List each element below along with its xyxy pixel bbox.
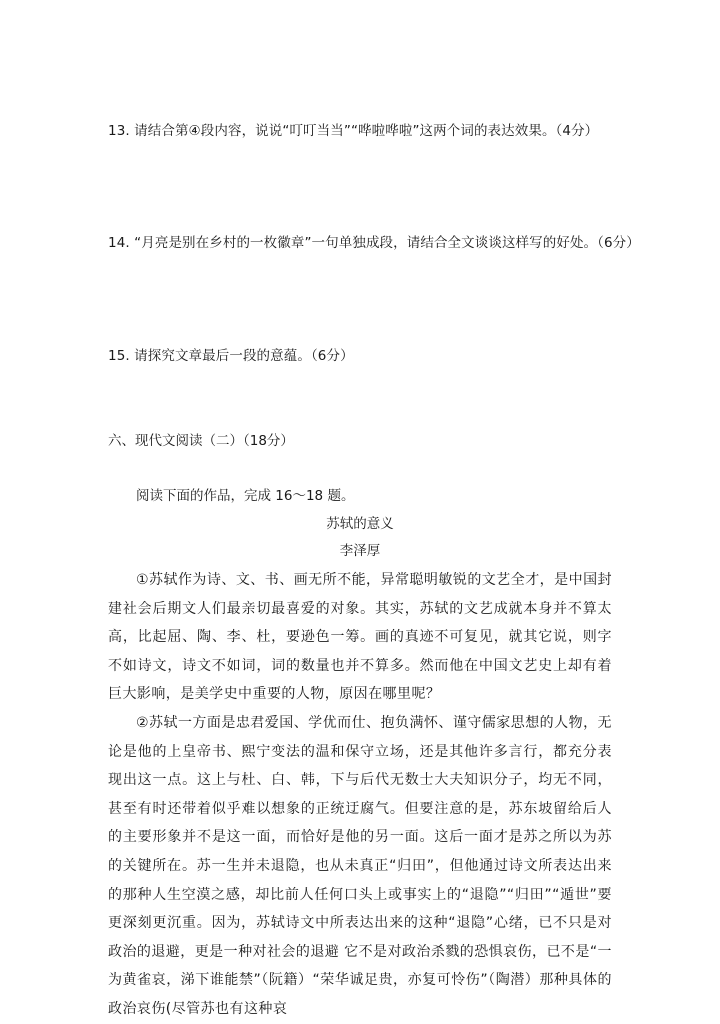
question-15: 15. 请探究文章最后一段的意蕴。（6分）	[108, 348, 354, 364]
section-instruction: 阅读下面的作品，完成 16～18 题。	[136, 488, 355, 504]
section-title: 六、现代文阅读（二）（18分）	[108, 433, 294, 449]
question-14: 14. “月亮是别在乡村的一枚徽章”一句单独成段，请结合全文谈谈这样写的好处。（6分）	[108, 235, 640, 251]
question-13: 13. 请结合第④段内容，说说“叮叮当当”“哗啦哗啦”这两个词的表达效果。（4分）	[108, 123, 599, 139]
article-title: 苏轼的意义	[326, 516, 394, 532]
article-body	[108, 566, 612, 1024]
article-paragraph-2: ②苏轼一方面是忠君爱国、学优而仕、抱负满怀、谨守儒家思想的人物，无论是他的上皇帝书、熙宁变法的温和保守立场，还是其他许多言行，都充分表现出这一点。这上与杜、白、韩，下与后代无数士大夫知识分子，均无不同，甚至有时还带着似乎难以想象的正统迂腐气。但要注意的是，苏东坡留给后人的主要形象并不是这一面，而恰好是他的另一面。这后一面才是苏之所以为苏的关键所在。苏一生并未退隐，也从未真正“归田”，但他通过诗文所表达出来的那种人生空漠之感，却比前人任何口头上或事实上的“退隐”“归田”“遁世”要更深刻更沉重。因为，苏轼诗文中所表达出来的这种“退隐”心绪，已不只是对政治的退避，更是一种对社会的退避 它不是对政治杀戮的恐惧哀伤，已不是“一为黄雀哀，涕下谁能禁”（阮籍）“荣华诚足贵，亦复可怜伤”（陶潜）那种具体的政治哀伤(尽管苏也有这种哀	[108, 714, 612, 1017]
article-paragraph-1: ①苏轼作为诗、文、书、画无所不能，异常聪明敏锐的文艺全才，是中国封建社会后期文人们最亲切最喜爱的对象。其实，苏轼的文艺成就本身并不算太高，比起屈、陶、李、杜，要逊色一筹。画的真迹不可复见，就其它说，则字不如诗文，诗文不如词，词的数量也并不算多。然而他在中国文艺史上却有着巨大影响，是美学史中重要的人物，原因在哪里呢？	[108, 572, 612, 703]
article-author: 李泽厚	[339, 543, 381, 559]
